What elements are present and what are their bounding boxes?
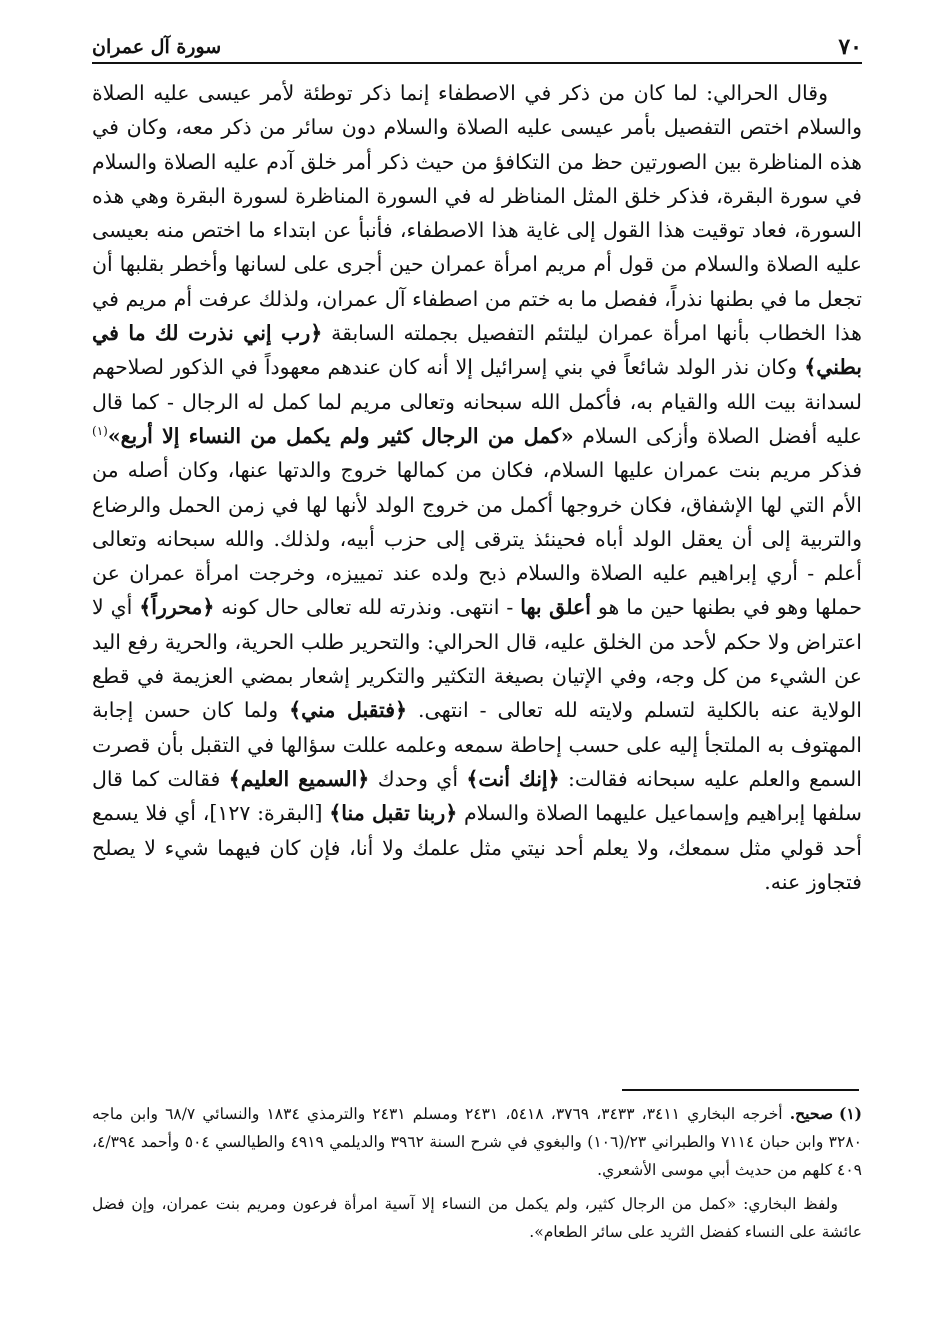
footnote-grade: صحيح. [789,1104,833,1123]
quran-quote: ﴿رب إني نذرت لك ما في بطني﴾ [92,321,862,380]
page-header [92,30,862,64]
quran-quote: ﴿محرراً﴾ [139,595,215,620]
page-number: ٧٠ [838,34,862,60]
text-segment: أي وحدك [369,766,467,791]
footnote-rule [622,1089,859,1091]
text-segment: أي لا اعتراض ولا حكم لأحد من الخلق عليه، قال الحرالي: والتحرير طلب الحرية، والحرية رفع اليد عن الشيء من كل وجه، وفي الإتيان بصيغة التكثير والتكرير إشعار بمضي العزيمة في قطع الولاية عنه بالكلية لتسلم ولايته لله تعالى - انتهى. [92,595,862,723]
text-segment: وقال الحرالي: لما كان من ذكر في الاصطفاء إنما ذكر توطئة لأمر عيسى عليه الصلاة والسلام اختص التفصيل بأمر عيسى عليه الصلاة والسلام دون سائر من ذكر معه، وكان في هذه المناظرة بين الصورتين حظ من التكافؤ من حيث ذكر أمر خلق آدم عليه الصلاة والسلام في سورة البقرة، فذكر خلق المثل المناظر له في السورة المناظرة لسورة البقرة وهي هذه السورة، فعاد توقيت هذا القول إلى غاية هذا الاصطفاء، فأنبأ عن ابتداء ما اختص منه بعيسى عليه الصلاة والسلام من قول أم مريم امرأة عمران حين أجرى على لسانها وأخطر بقلبها أن تجعل ما في بطنها نذراً، ففصل ما به ختم من اصطفاء آل عمران، ولذلك عرفت أم مريم في هذا الخطاب بأنها امرأة عمران ليلتئم التفصيل بجملته السابقة [92,81,862,346]
quran-quote: ﴿السميع العليم﴾ [228,766,370,791]
text-segment: فقالت كما قال سلفها إبراهيم وإسماعيل عليهما الصلاة والسلام [92,766,862,826]
paragraph [92,76,862,899]
footnote-number: (١) [838,1104,862,1123]
text-segment: فذكر مريم بنت عمران عليها السلام، فكان من كمالها خروج والدتها عنها، وكان أصله من الأم التي لها الإشفاق، فكان خروجها أكمل من خروج الولد لأنها لها في زمن الحمل والرضاع والتربية إلى أن يعقل الولد أباه فحينئذ يترقى إلى حزب أبيه، ولذلك. والله سبحانه وتعالى أعلم - أري إبراهيم عليه الصلاة والسلام ذبح ولده عند تمييزه، وخرجت امرأة عمران عن حملها وهو في بطنها حين ما هو [92,458,862,620]
text-segment: - انتهى. ونذرته لله تعالى حال كونه [214,595,521,620]
footnote-item [92,1100,862,1184]
running-title: سورة آل عمران [92,36,222,58]
footnotes [92,1100,862,1246]
text-segment: [البقرة: ١٢٧]، أي فلا يسمع أحد قولي مثل سمعك، ولا يعلم أحد نيتي مثل علمك ولا أنا، فإن كان فيهما شيء لا يصلح فتجاوز عنه. [92,801,862,894]
quran-quote: ﴿إنك أنت﴾ [466,766,560,791]
header-rule [92,62,862,64]
quran-quote: ﴿فتقبل مني﴾ [289,698,408,723]
footnote-continuation: ولفظ البخاري: «كمل من الرجال كثير، ولم يكمل من النساء إلا آسية امرأة فرعون ومريم بنت عمران، وإن فضل عائشة على النساء كفضل الثريد على سائر الطعام». [92,1195,862,1241]
text-segment: وكان نذر الولد شائعاً في بني إسرائيل إلا أنه كان عندهم معهوداً في الذكور لصلاحهم لسدانة بيت الله والقيام به، فأكمل الله سبحانه وتعالى مريم لما كمل له الرجال - كما قال عليه أفضل الصلاة وأزكى السلام [92,355,862,448]
body-text [92,76,862,1076]
quran-quote: ﴿ربنا تقبل منا﴾ [329,801,458,826]
text-segment: ولما كان حسن إجابة المهتوف به الملتجأ إليه على حسب إحاطة سمعه وعلمه عللت سؤالها في التقبل بأن قصرت السمع والعلم عليه سبحانه فقالت: [92,698,862,791]
footnote-text: أخرجه البخاري ٣٤١١، ٣٤٣٣، ٣٧٦٩، ٥٤١٨، ٢٤٣١ ومسلم ٢٤٣١ والترمذي ١٨٣٤ والنسائي ٦٨/٧ وابن ماجه ٣٢٨٠ وابن حبان ٧١١٤ والطبراني ٢٣/(١٠٦) والبغوي في شرح السنة ٣٩٦٢ والديلمي ٤٩١٩ والطيالسي ٥٠٤ وأحمد ٤/٣٩٤، ٤٠٩ كلهم من حديث أبي موسى الأشعري. [92,1105,862,1179]
footnote-reference: (١) [92,424,108,439]
hadith-quote: «كمل من الرجال كثير ولم يكمل من النساء إلا أربع» [107,423,574,448]
emphasis-phrase: أعلق بها [520,595,591,620]
